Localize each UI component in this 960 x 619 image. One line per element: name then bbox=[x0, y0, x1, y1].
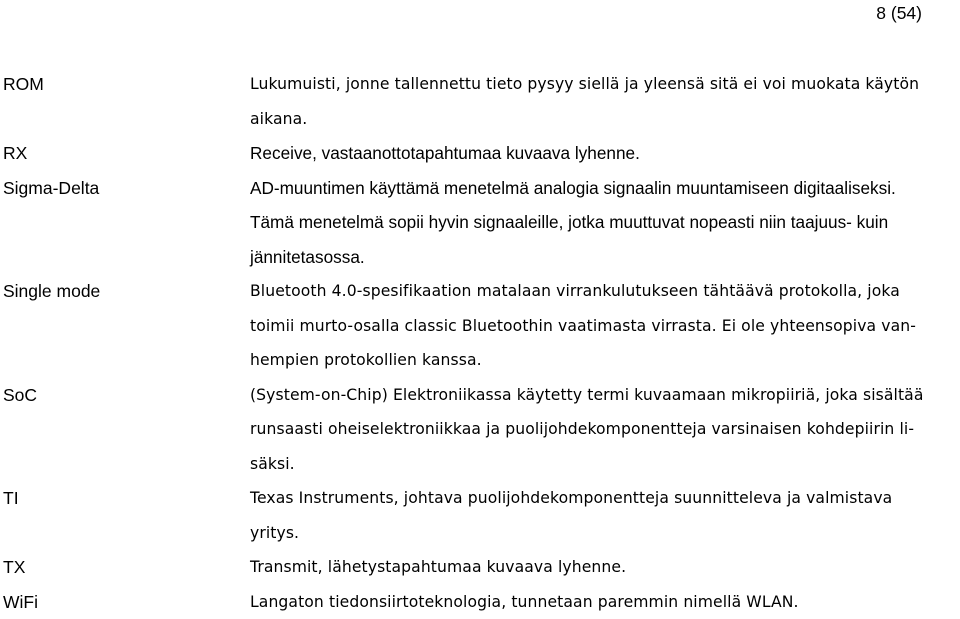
glossary-definition bbox=[250, 136, 640, 171]
glossary-definition bbox=[250, 481, 892, 550]
glossary-definition bbox=[250, 171, 896, 275]
glossary-definition bbox=[250, 550, 626, 585]
definition-line: Lukumuisti, jonne tallennettu tieto pysyy siellä ja yleensä sitä ei voi muokata käytön bbox=[250, 67, 919, 102]
glossary-entry-ti bbox=[0, 481, 960, 550]
definition-line: runsaasti oheiselektroniikkaa ja puolijohdekomponentteja varsinaisen kohdepiirin li- bbox=[250, 412, 923, 447]
glossary-term: Sigma-Delta bbox=[0, 171, 250, 206]
glossary-definition bbox=[250, 274, 916, 378]
definition-line: Langaton tiedonsiirtoteknologia, tunnetaan paremmin nimellä WLAN. bbox=[250, 585, 799, 619]
definition-line: Receive, vastaanottotapahtumaa kuvaava lyhenne. bbox=[250, 136, 640, 171]
glossary-term: Single mode bbox=[0, 274, 250, 309]
page-number: 8 (54) bbox=[876, 2, 922, 24]
glossary-term: TX bbox=[0, 550, 250, 585]
glossary-entry-wifi bbox=[0, 585, 960, 619]
definition-line: yritys. bbox=[250, 516, 892, 551]
definition-line: jännitetasossa. bbox=[250, 240, 896, 275]
definition-line: hempien protokollien kanssa. bbox=[250, 343, 916, 378]
definition-line: aikana. bbox=[250, 102, 919, 137]
definition-line: toimii murto-osalla classic Bluetoothin vaatimasta virrasta. Ei ole yhteensopiva van- bbox=[250, 309, 916, 344]
glossary-entry-sigma-delta bbox=[0, 171, 960, 275]
glossary-term: TI bbox=[0, 481, 250, 516]
glossary-definition bbox=[250, 378, 923, 482]
glossary-definition bbox=[250, 67, 919, 136]
definition-line: säksi. bbox=[250, 447, 923, 482]
glossary-term: SoC bbox=[0, 378, 250, 413]
definition-line: Transmit, lähetystapahtumaa kuvaava lyhenne. bbox=[250, 550, 626, 585]
glossary-entry-rx bbox=[0, 136, 960, 171]
glossary-definition bbox=[250, 585, 799, 619]
glossary-list bbox=[0, 67, 960, 619]
glossary-entry-tx bbox=[0, 550, 960, 585]
glossary-entry-soc bbox=[0, 378, 960, 482]
glossary-term: ROM bbox=[0, 67, 250, 102]
definition-line: (System-on-Chip) Elektroniikassa käytetty termi kuvaamaan mikropiiriä, joka sisältää bbox=[250, 378, 923, 413]
definition-line: Bluetooth 4.0-spesifikaation matalaan virrankulutukseen tähtäävä protokolla, joka bbox=[250, 274, 916, 309]
definition-line: AD-muuntimen käyttämä menetelmä analogia signaalin muuntamiseen digitaaliseksi. bbox=[250, 171, 896, 206]
glossary-entry-rom bbox=[0, 67, 960, 136]
definition-line: Tämä menetelmä sopii hyvin signaaleille, jotka muuttuvat nopeasti niin taajuus- kuin bbox=[250, 205, 896, 240]
glossary-term: RX bbox=[0, 136, 250, 171]
glossary-term: WiFi bbox=[0, 585, 250, 619]
definition-line: Texas Instruments, johtava puolijohdekomponentteja suunnitteleva ja valmistava bbox=[250, 481, 892, 516]
glossary-entry-single-mode bbox=[0, 274, 960, 378]
